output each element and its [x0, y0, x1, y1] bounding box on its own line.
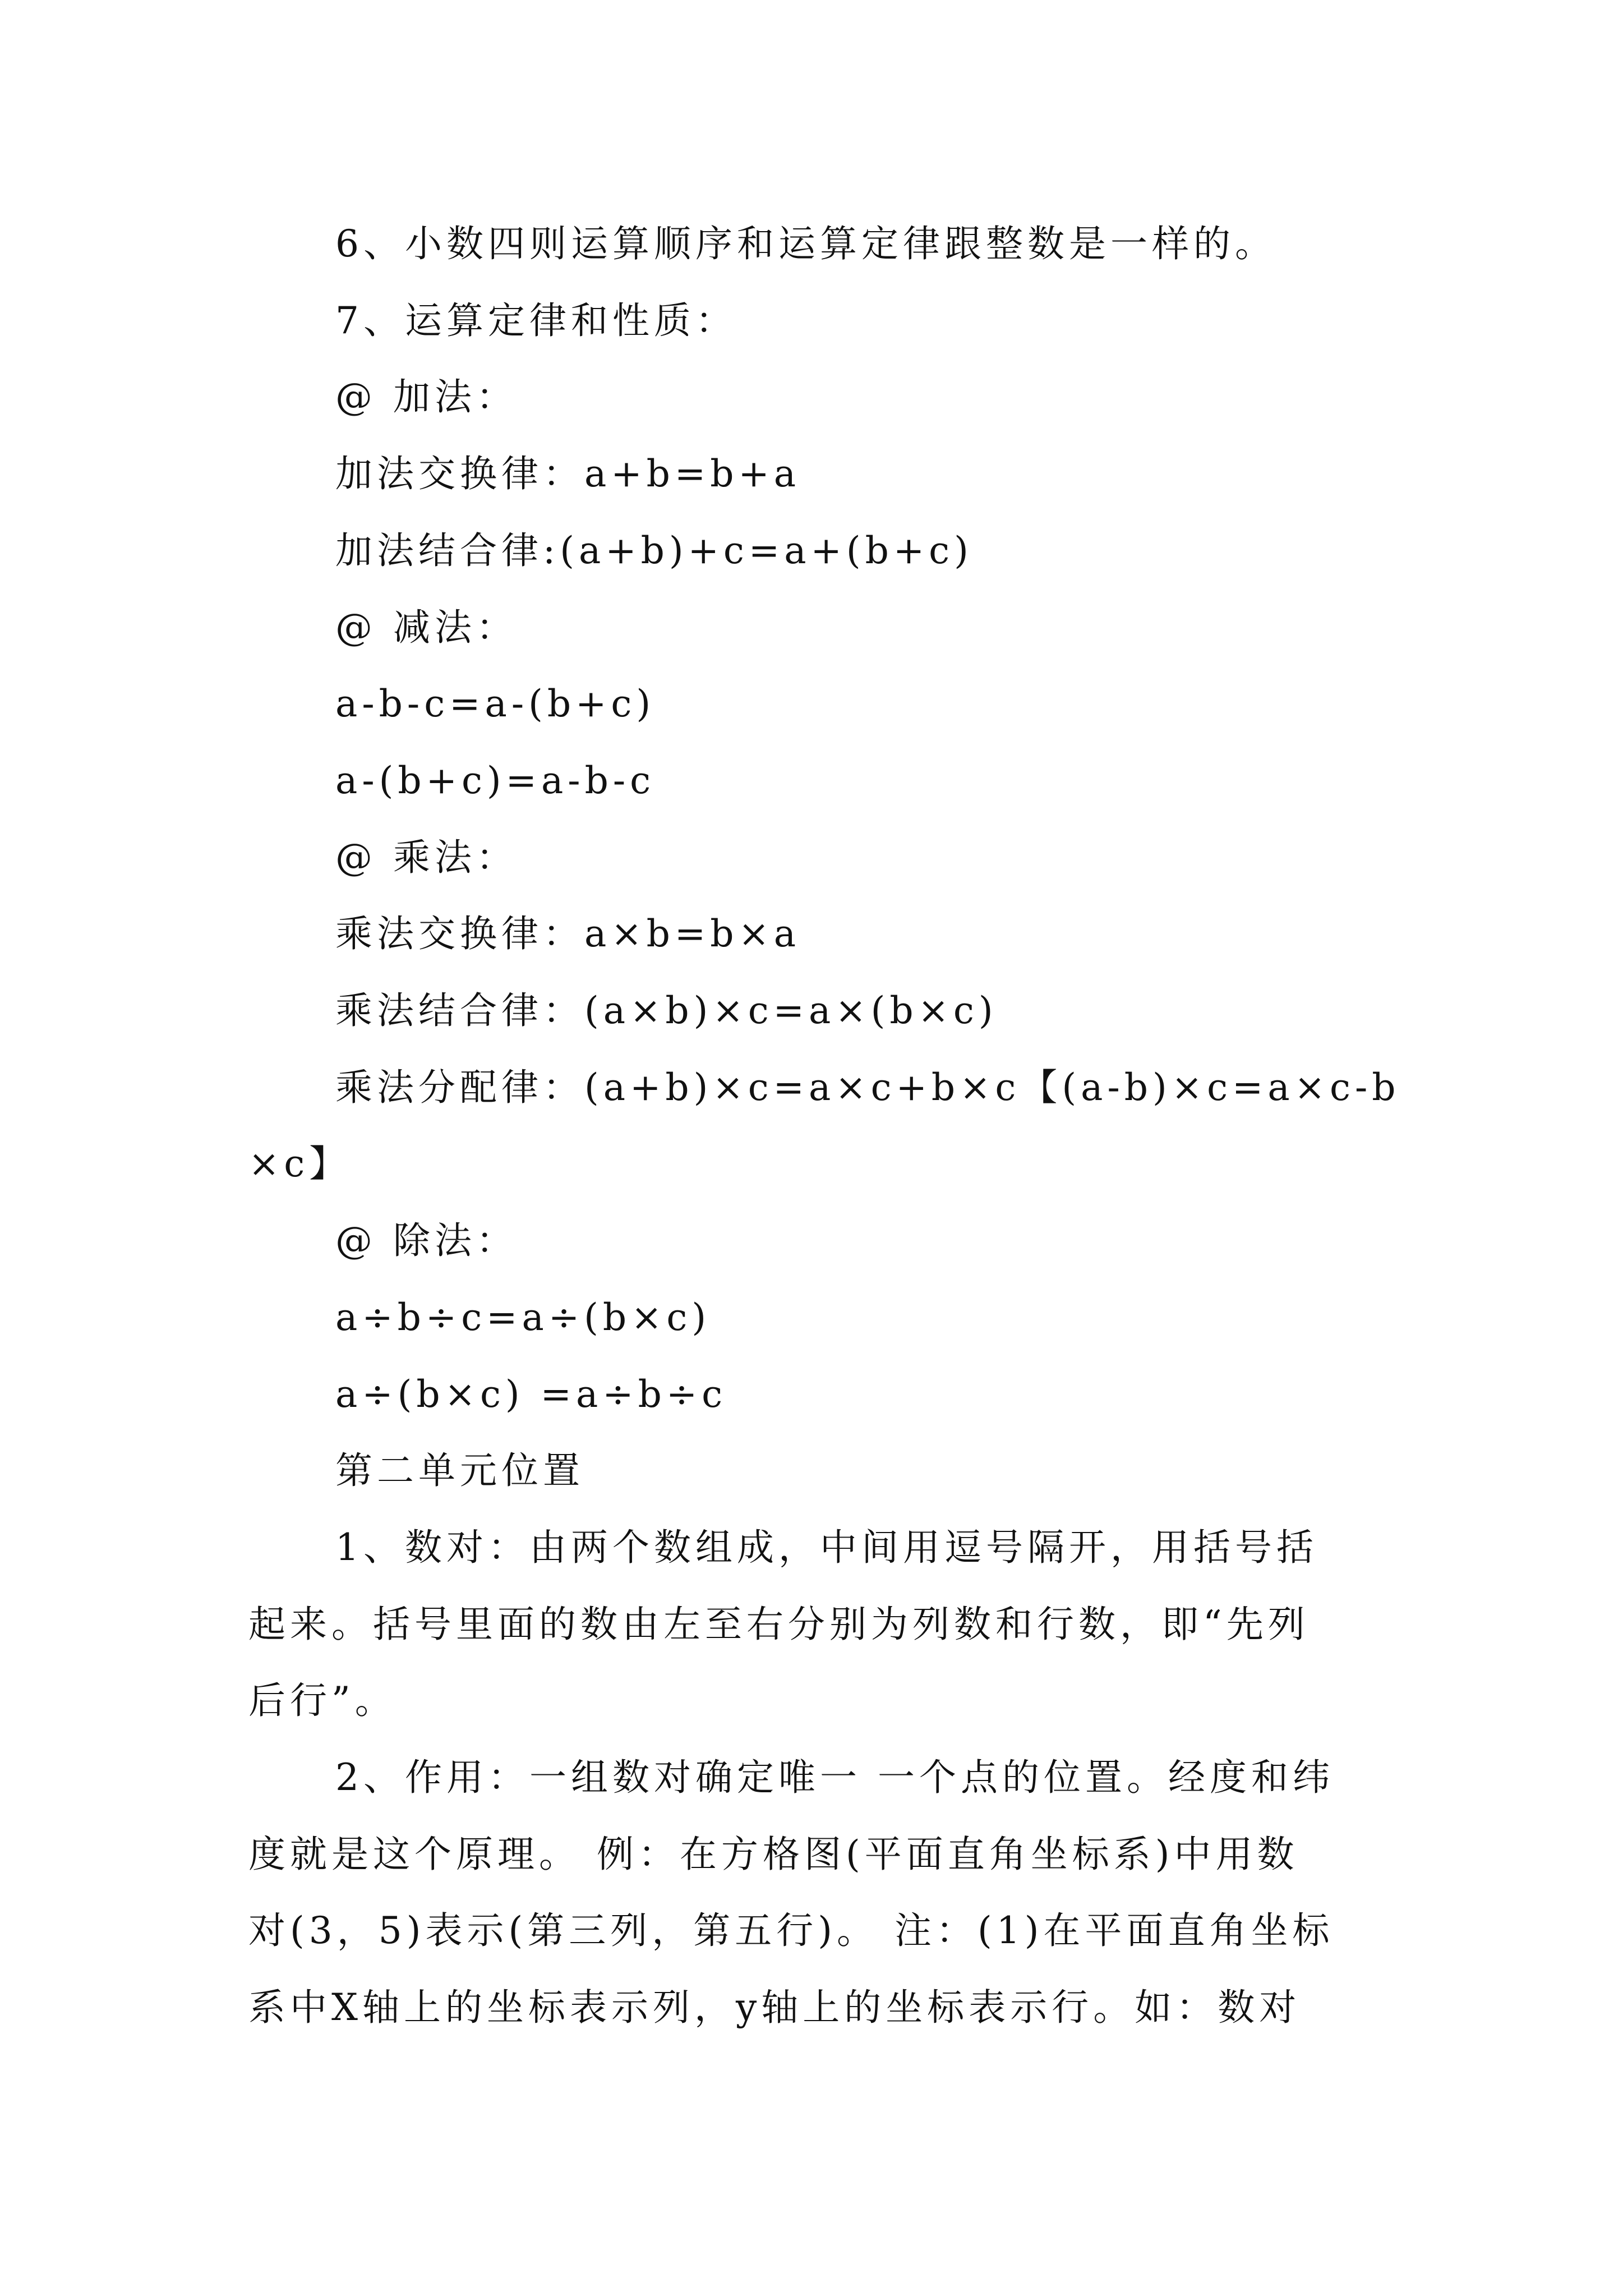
paragraph-line: 起来。括号里面的数由左至右分别为列数和行数，即“先列	[248, 1603, 1310, 1646]
unit-heading: 第二单元位置	[335, 1449, 584, 1492]
paragraph-line: 度就是这个原理。 例：在方格图(平面直角坐标系)中用数	[248, 1833, 1299, 1876]
formula-line: 乘法结合律：(a×b)×c=a×(b×c)	[335, 989, 998, 1032]
paragraph-line: 对(3，5)表示(第三列，第五行)。 注：(1)在平面直角坐标	[248, 1909, 1334, 1952]
formula-line: 加法结合律:(a+b)+c=a+(b+c)	[335, 529, 973, 572]
text-line: 7、运算定律和性质：	[335, 299, 737, 342]
paragraph-line: 后行”。	[248, 1679, 396, 1722]
formula-line: 乘法分配律：(a+b)×c=a×c+b×c【(a-b)×c=a×c-b	[335, 1066, 1400, 1109]
formula-line: a÷(b×c) =a÷b÷c	[335, 1373, 727, 1416]
section-heading-addition: @ 加法：	[335, 375, 518, 418]
formula-line-continued: ×c】	[248, 1142, 351, 1185]
section-heading-subtraction: @ 减法：	[335, 606, 518, 649]
formula-line: 乘法交换律：a×b=b×a	[335, 912, 801, 955]
formula-line: a÷b÷c=a÷(b×c)	[335, 1296, 711, 1339]
formula-line: a-b-c=a-(b+c)	[335, 682, 656, 725]
formula-line: 加法交换律：a+b=b+a	[335, 452, 801, 495]
section-heading-multiplication: @ 乘法：	[335, 836, 518, 879]
paragraph-line: 2、作用：一组数对确定唯一 一个点的位置。经度和纬	[335, 1756, 1334, 1799]
section-heading-division: @ 除法：	[335, 1219, 518, 1262]
paragraph-line: 系中X轴上的坐标表示列，y轴上的坐标表示行。如：数对	[248, 1986, 1301, 2029]
text-line: 6、小数四则运算顺序和运算定律跟整数是一样的。	[335, 222, 1276, 265]
formula-line: a-(b+c)=a-b-c	[335, 759, 656, 802]
paragraph-line: 1、数对：由两个数组成，中间用逗号隔开，用括号括	[335, 1526, 1318, 1569]
